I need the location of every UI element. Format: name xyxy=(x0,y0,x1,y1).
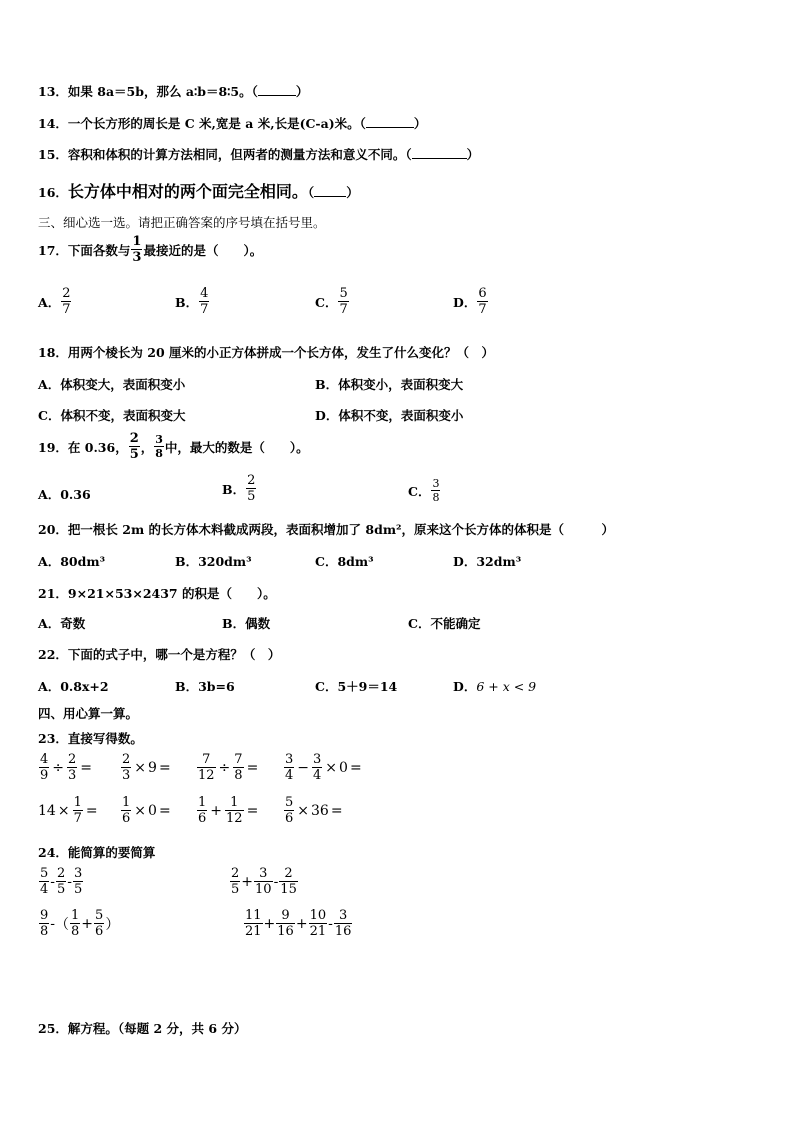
fraction: $\frac{2}{7}$ xyxy=(62,286,71,317)
option-17a[interactable]: A． $\frac{2}{7}$ xyxy=(38,286,71,317)
option-18a[interactable]: A．体积变大，表面积变小 xyxy=(38,377,186,392)
calc-23-2: $\frac{2}{3}$ × 9 = xyxy=(122,752,171,783)
option-22a[interactable]: A．0.8x+2 xyxy=(38,679,109,694)
calc-23-8: $\frac{5}{6}$ × 36 = xyxy=(285,795,343,826)
calc-23-3: $\frac{7}{12}$ ÷ $\frac{7}{8}$ = xyxy=(198,752,259,783)
fraction: $\frac{1}{3}$ xyxy=(132,234,142,265)
option-20a[interactable]: A．80dm³ xyxy=(38,554,106,569)
option-19c[interactable]: C． $\frac{3}{8}$ xyxy=(408,477,440,504)
question-24: 24．能简算的要简算 xyxy=(38,845,156,860)
option-18c[interactable]: C．体积不变，表面积变大 xyxy=(38,408,186,423)
option-20b[interactable]: B．320dm³ xyxy=(175,554,252,569)
answer-blank[interactable] xyxy=(314,186,346,197)
calc-23-5: 14 × $\frac{1}{7}$ = xyxy=(38,795,98,826)
option-17d[interactable]: D． $\frac{6}{7}$ xyxy=(453,286,487,317)
option-18d[interactable]: D．体积不变，表面积变小 xyxy=(315,408,464,423)
answer-blank[interactable] xyxy=(366,117,414,128)
section-4-heading: 四、用心算一算。 xyxy=(38,706,139,721)
question-14: 14．一个长方形的周长是 C 米,宽是 a 米,长是(C-a)米。（ ） xyxy=(38,116,427,131)
answer-blank[interactable] xyxy=(412,148,467,159)
calc-24-2: $\frac{2}{5}$ + $\frac{3}{10}$ - $\frac{2}{15}$ xyxy=(231,866,297,897)
question-20: 20．把一根长 2m 的长方体木料截成两段，表面积增加了 8dm²，原来这个长方体的体积是（ ） xyxy=(38,522,615,537)
question-19: 19． 在 0.36， $\frac{2}{5}$ ， $\frac{3}{8}$ 中，最大的数是（ ）。 xyxy=(38,431,309,462)
option-20c[interactable]: C．8dm³ xyxy=(315,554,374,569)
option-22b[interactable]: B．3b=6 xyxy=(175,679,235,694)
option-22d[interactable]: D．6 + x < 9 xyxy=(453,679,537,694)
question-16: 16．长方体中相对的两个面完全相同。（ ） xyxy=(38,182,359,201)
question-21: 21．9×21×53×2437 的积是（ ）。 xyxy=(38,586,276,601)
fraction: $\frac{6}{7}$ xyxy=(478,286,487,317)
question-15: 15．容积和体积的计算方法相同，但两者的测量方法和意义不同。（ ） xyxy=(38,147,480,162)
fraction: $\frac{2}{5}$ xyxy=(247,473,256,504)
question-13: 13．如果 8a＝5b，那么 a∶b＝8∶5。（ ） xyxy=(38,84,309,99)
option-19b[interactable]: B． $\frac{2}{5}$ xyxy=(222,473,256,504)
calc-23-1: $\frac{4}{9}$ ÷ $\frac{2}{3}$ = xyxy=(40,752,93,783)
fraction: $\frac{2}{5}$ xyxy=(129,431,139,462)
question-17: 17． 下面各数与 $\frac{1}{3}$ 最接近的是（ ）。 xyxy=(38,234,263,265)
option-18b[interactable]: B．体积变小，表面积变大 xyxy=(315,377,464,392)
calc-23-7: $\frac{1}{6}$ + $\frac{1}{12}$ = xyxy=(198,795,259,826)
option-22c[interactable]: C．5＋9＝14 xyxy=(315,679,398,694)
option-17b[interactable]: B． $\frac{4}{7}$ xyxy=(175,286,209,317)
fraction: $\frac{3}{8}$ xyxy=(155,433,163,460)
calc-24-3: $\frac{9}{8}$ - （ $\frac{1}{8}$ + $\frac{5}{6}$ ） xyxy=(40,908,120,939)
calc-23-6: $\frac{1}{6}$ × 0 = xyxy=(122,795,171,826)
option-20d[interactable]: D．32dm³ xyxy=(453,554,522,569)
question-22: 22．下面的式子中，哪一个是方程？（ ） xyxy=(38,647,281,662)
question-18: 18．用两个棱长为 20 厘米的小正方体拼成一个长方体，发生了什么变化？（ ） xyxy=(38,345,495,360)
calc-24-1: $\frac{5}{4}$ - $\frac{2}{5}$ - $\frac{3}{5}$ xyxy=(40,866,83,897)
question-25: 25．解方程。（每题 2 分，共 6 分） xyxy=(38,1021,247,1036)
option-19a[interactable]: A．0.36 xyxy=(38,487,91,502)
calc-23-4: $\frac{3}{4}$ − $\frac{3}{4}$ × 0 = xyxy=(285,752,362,783)
answer-blank[interactable] xyxy=(258,85,296,96)
question-23: 23．直接写得数。 xyxy=(38,731,143,746)
fraction: $\frac{5}{7}$ xyxy=(339,286,348,317)
option-21a[interactable]: A．奇数 xyxy=(38,616,86,631)
option-17c[interactable]: C． $\frac{5}{7}$ xyxy=(315,286,348,317)
fraction: $\frac{3}{8}$ xyxy=(432,477,440,504)
fraction: $\frac{4}{7}$ xyxy=(200,286,209,317)
option-21b[interactable]: B．偶数 xyxy=(222,616,271,631)
section-3-heading: 三、细心选一选。请把正确答案的序号填在括号里。 xyxy=(38,215,326,230)
calc-24-4: $\frac{11}{21}$ + $\frac{9}{16}$ + $\frac{10}{21}$ - $\frac{3}{16}$ xyxy=(245,908,352,939)
option-21c[interactable]: C．不能确定 xyxy=(408,616,481,631)
